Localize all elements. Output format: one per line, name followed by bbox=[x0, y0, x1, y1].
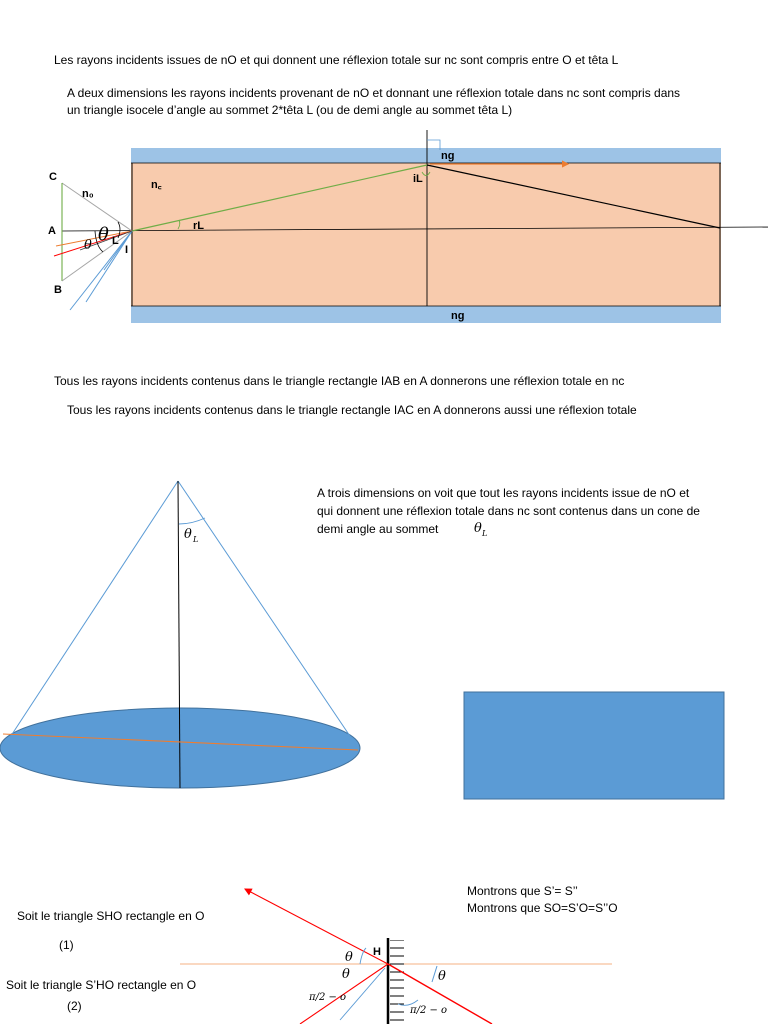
label-B: B bbox=[54, 284, 62, 296]
label-A: A bbox=[48, 225, 56, 237]
mirror-theta-2: θ bbox=[342, 967, 350, 982]
label-C: C bbox=[49, 171, 57, 183]
label-nc: n꜀ bbox=[151, 179, 162, 191]
fiber-diagram bbox=[48, 130, 768, 323]
paragraph-6-line-1: Montrons que S’= S’’ bbox=[467, 884, 578, 898]
label-theta: θ bbox=[84, 238, 92, 253]
paragraph-4: Tous les rayons incidents contenus dans le triangle rectangle IAC en A donnerons aussi une réflexion totale bbox=[67, 403, 637, 417]
paragraph-5-line-1: A trois dimensions on voit que tout les rayons incidents issue de nO et bbox=[317, 486, 690, 500]
label-rL: rL bbox=[193, 220, 204, 232]
fiber-core bbox=[131, 163, 721, 306]
paragraph-5-line-2: qui donnent une réflexion totale dans nc sont contenus dans un cone de bbox=[317, 504, 700, 518]
mirror-diagram bbox=[180, 889, 612, 1024]
angle-arc-right bbox=[432, 966, 437, 982]
paragraph-theta: θ bbox=[474, 521, 482, 536]
label-ng-top: ng bbox=[441, 150, 455, 162]
paragraph-1: Les rayons incidents issues de nO et qui donnent une réflexion totale sur nc sont compris entre O et têta L bbox=[54, 53, 619, 67]
cladding-top bbox=[131, 148, 721, 163]
incident-ray-orange bbox=[56, 231, 132, 246]
cone-label-theta: θ bbox=[184, 527, 192, 542]
label-iL: iL bbox=[413, 173, 423, 185]
mirror-label-H: H bbox=[373, 946, 381, 958]
paragraph-7: Soit le triangle SHO rectangle en O bbox=[17, 909, 205, 923]
equation-number-2: (2) bbox=[67, 999, 82, 1013]
cone-angle-arc bbox=[179, 518, 205, 524]
cladding-bottom bbox=[131, 306, 721, 323]
label-theta-large: θ bbox=[98, 224, 109, 245]
paragraph-5-line-3: demi angle au sommet bbox=[317, 522, 439, 536]
paragraph-3: Tous les rayons incidents contenus dans le triangle rectangle IAB en A donnerons une réflexion totale en nc bbox=[54, 374, 625, 388]
paragraph-2-line-2: un triangle isocele d’angle au sommet 2*têta L (ou de demi angle au sommet têta L) bbox=[67, 103, 513, 117]
paragraph-theta-sub: L bbox=[482, 529, 488, 538]
mirror-theta-3: θ bbox=[438, 969, 446, 984]
triangle-side-CI bbox=[62, 183, 132, 231]
paragraph-8: Soit le triangle S’HO rectangle en O bbox=[6, 978, 197, 992]
mirror-theta-1: θ bbox=[345, 950, 353, 965]
equation-number-1: (1) bbox=[59, 938, 74, 952]
ray-incident-upper bbox=[245, 889, 388, 964]
mirror-pi-half-2: π/2 − o bbox=[410, 1005, 448, 1016]
incident-ray-red bbox=[54, 231, 132, 256]
label-theta-sub: L bbox=[112, 235, 119, 247]
paragraph-6-line-2: Montrons que SO=S’O=S’’O bbox=[467, 901, 618, 915]
mirror-hatching bbox=[390, 940, 404, 1024]
triangle-side-BI bbox=[62, 231, 132, 281]
label-ng-bottom: ng bbox=[451, 310, 465, 322]
blue-rectangle bbox=[464, 692, 724, 799]
label-I: I bbox=[125, 244, 129, 256]
paragraph-2-line-1: A deux dimensions les rayons incidents provenant de nO et donnant une réflexion totale dans nc sont compris dans bbox=[67, 86, 681, 100]
label-n0: n₀ bbox=[82, 188, 94, 200]
incident-ray-blue-2 bbox=[86, 231, 132, 302]
cone-label-sub: L bbox=[193, 535, 199, 544]
mirror-pi-half-1: π/2 − o bbox=[309, 992, 347, 1003]
cone-diagram bbox=[0, 481, 724, 799]
